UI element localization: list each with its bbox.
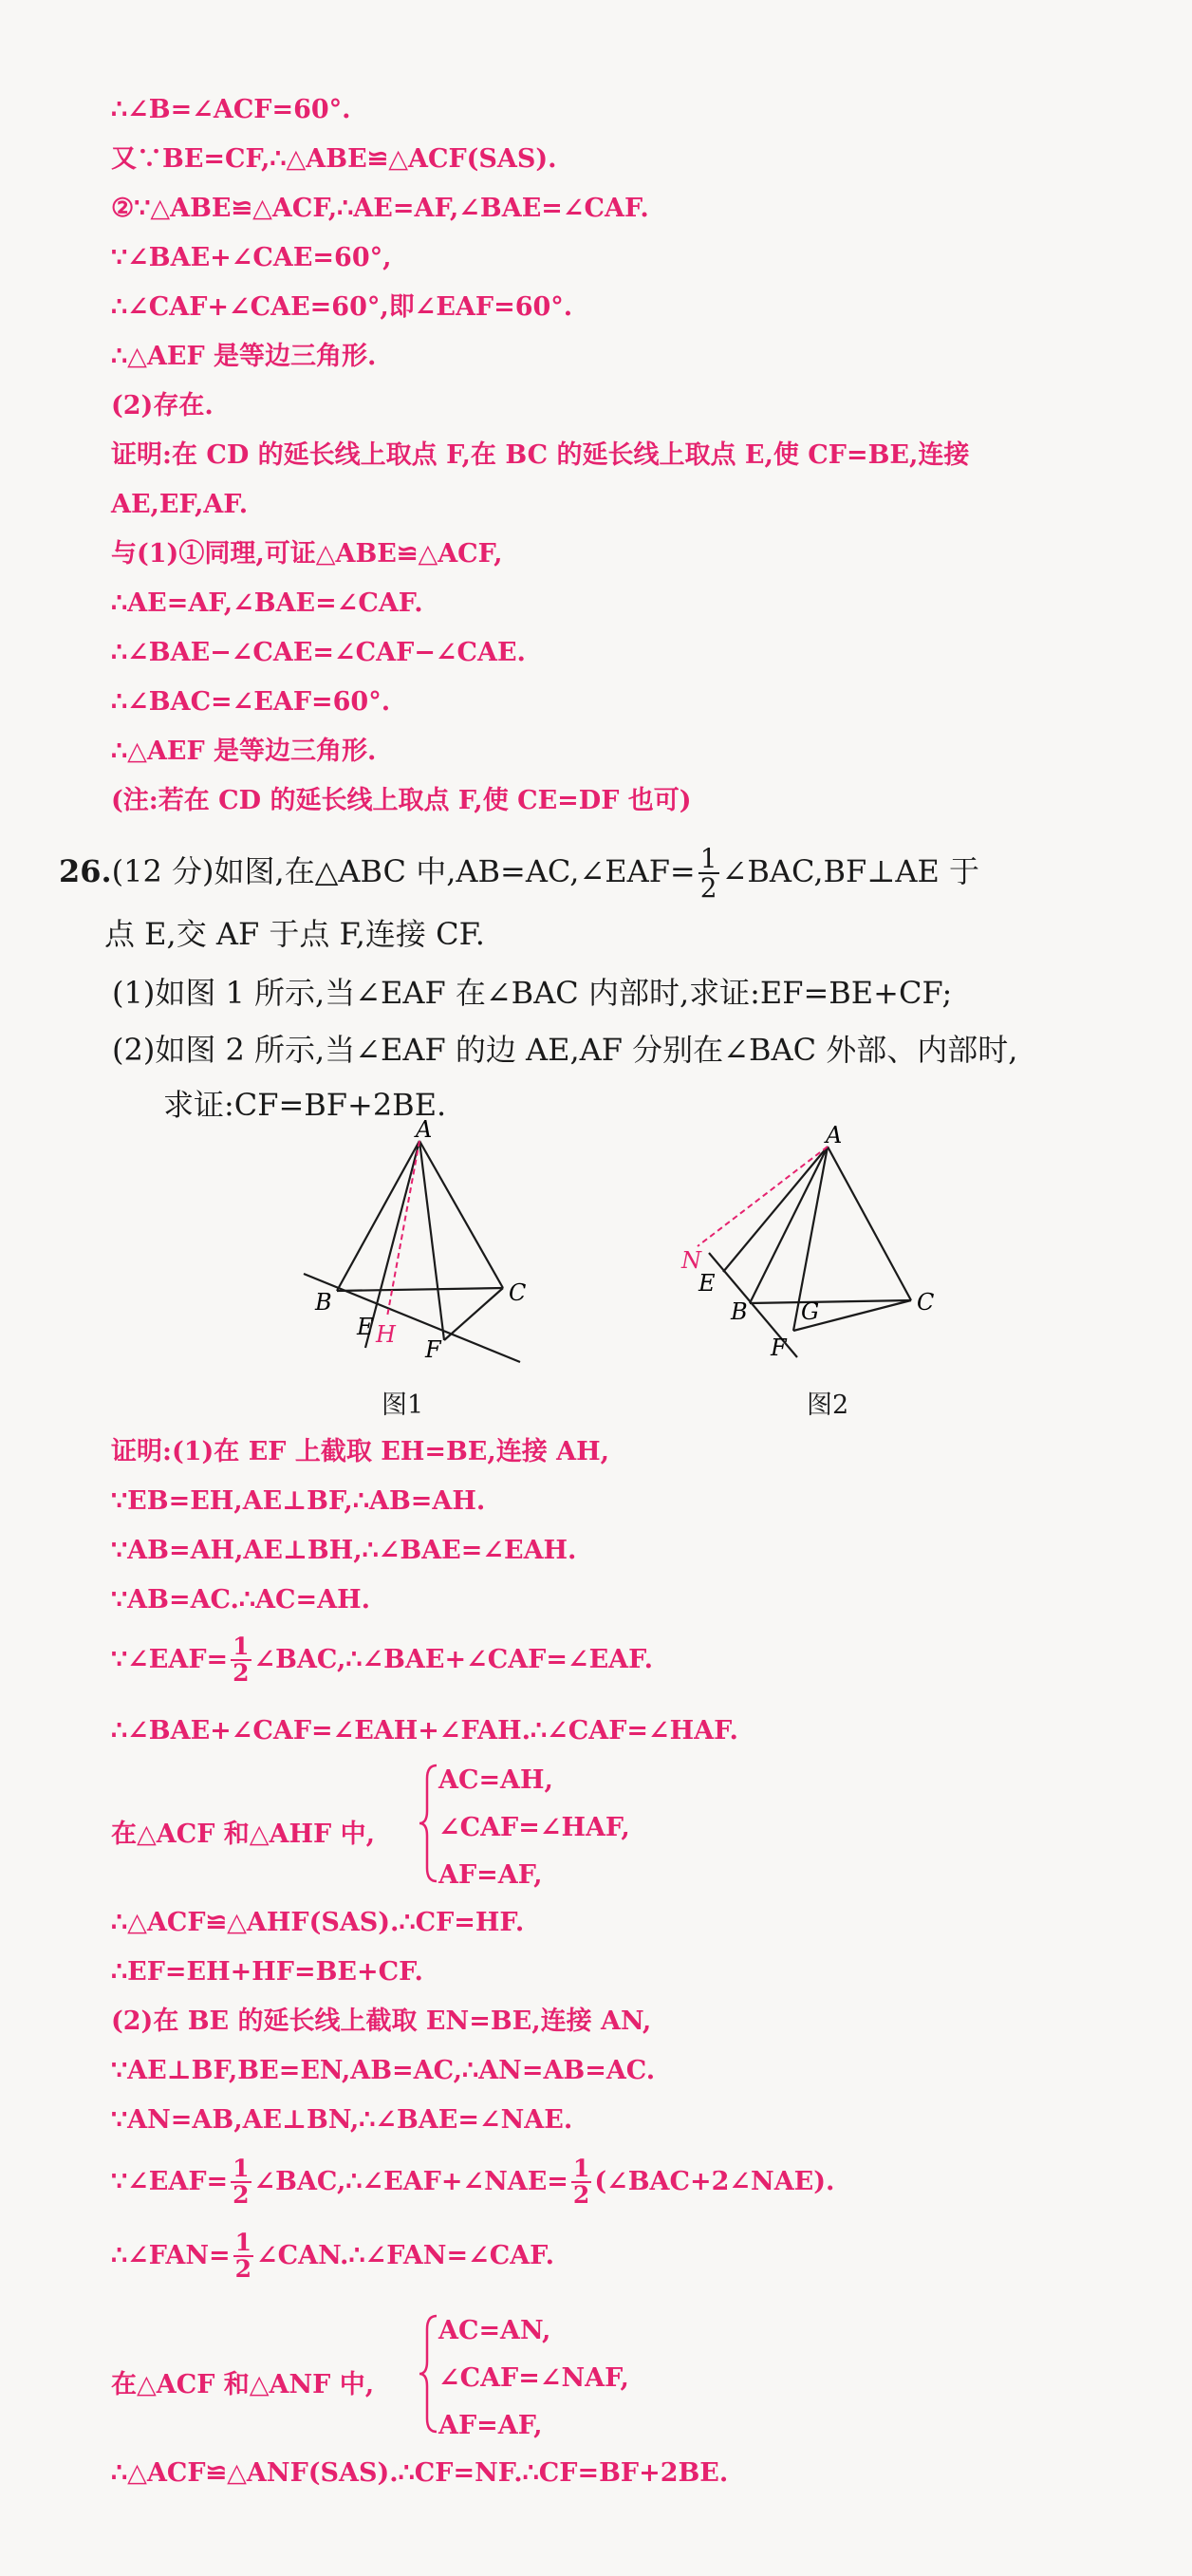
segment-af	[419, 1141, 444, 1340]
question-part1: (1)如图 1 所示,当∠EAF 在∠BAC 内部时,求证:EF=BE+CF;	[112, 975, 953, 1011]
solution-line: (2)存在.	[111, 391, 214, 420]
label-e: E	[357, 1314, 374, 1340]
solution-line: ∴∠B=∠ACF=60°.	[111, 95, 351, 124]
fraction: $\frac{1}{2}$	[572, 2155, 590, 2210]
label-b: B	[315, 1289, 332, 1316]
solution-line: 证明:在 CD 的延长线上取点 F,在 BC 的延长线上取点 E,使 CF=BE,连接	[111, 440, 970, 470]
label-n: N	[681, 1247, 701, 1274]
label-c: C	[509, 1279, 527, 1306]
system-label: 在△ACF 和△AHF 中,	[111, 1820, 375, 1849]
question-stem-cont: 点 E,交 AF 于点 F,连接 CF.	[104, 916, 485, 952]
solution-line: ∴△AEF 是等边三角形.	[111, 737, 377, 766]
system-line: ∠CAF=∠NAF,	[438, 2363, 629, 2393]
figure-2-caption: 图2	[807, 1391, 849, 1420]
question-part2-cont: 求证:CF=BF+2BE.	[163, 1087, 447, 1123]
label-g: G	[801, 1298, 820, 1325]
solution-line: 与(1)①同理,可证△ABE≌△ACF,	[111, 539, 503, 569]
proof-line: ∴△ACF≌△ANF(SAS).∴CF=NF.∴CF=BF+2BE.	[111, 2458, 729, 2488]
brace-icon	[418, 1762, 440, 1885]
proof-line: ∴∠BAE+∠CAF=∠EAH+∠FAH.∴∠CAF=∠HAF.	[111, 1716, 738, 1745]
segment-cf	[444, 1288, 503, 1340]
question-part2: (2)如图 2 所示,当∠EAF 的边 AE,AF 分别在∠BAC 外部、内部时,	[112, 1032, 1018, 1068]
proof-line: ∵EB=EH,AE⊥BF,∴AB=AH.	[111, 1486, 486, 1516]
proof-line: ∴△ACF≌△AHF(SAS).∴CF=HF.	[111, 1908, 525, 1937]
question-number: 26.	[59, 852, 112, 889]
fraction: $\frac{1}{2}$	[233, 1633, 250, 1688]
solution-line: ∴∠CAF+∠CAE=60°,即∠EAF=60°.	[111, 292, 573, 322]
system-line: AF=AF,	[438, 2411, 543, 2440]
label-b: B	[731, 1298, 748, 1325]
solution-line: AE,EF,AF.	[111, 490, 249, 519]
segment-ac	[828, 1147, 911, 1300]
solution-line: ∴△AEF 是等边三角形.	[111, 342, 377, 371]
segment-bf	[304, 1274, 520, 1362]
question-stem: 26.(12 分)如图,在△ABC 中,AB=AC,∠EAF= $\frac{1}{2}$ ∠BAC,BF⊥AE 于	[59, 843, 979, 905]
segment-bc	[337, 1288, 503, 1291]
system-line: AF=AF,	[438, 1860, 543, 1890]
solution-line: ∴AE=AF,∠BAE=∠CAF.	[111, 588, 423, 618]
figure-1-caption: 图1	[382, 1391, 424, 1420]
proof-line: ∴∠FAN= $\frac{1}{2}$ ∠CAN.∴∠FAN=∠CAF.	[111, 2229, 555, 2284]
proof-line: ∵AE⊥BF,BE=EN,AB=AC,∴AN=AB=AC.	[111, 2056, 656, 2085]
brace-icon	[418, 2312, 440, 2436]
question-score: (12 分)	[111, 852, 214, 889]
proof-line: ∵∠EAF= $\frac{1}{2}$ ∠BAC,∴∠BAE+∠CAF=∠EAF.	[111, 1633, 653, 1688]
solution-line: 又∵BE=CF,∴△ABE≌△ACF(SAS).	[111, 144, 557, 174]
fraction: $\frac{1}{2}$	[233, 2155, 250, 2210]
solution-line: ∴∠BAC=∠EAF=60°.	[111, 687, 391, 717]
figure-2	[664, 1120, 949, 1376]
segment-an-dashed	[698, 1147, 828, 1246]
segment-ac	[419, 1141, 503, 1288]
proof-line: (2)在 BE 的延长线上截取 EN=BE,连接 AN,	[111, 2007, 652, 2036]
label-a: A	[826, 1122, 843, 1148]
fraction: $\frac{1}{2}$	[699, 843, 717, 905]
fraction: $\frac{1}{2}$	[234, 2229, 252, 2284]
label-e: E	[698, 1270, 716, 1297]
solution-note: (注:若在 CD 的延长线上取点 F,使 CE=DF 也可)	[111, 786, 692, 815]
solution-line: ∴∠BAE−∠CAE=∠CAF−∠CAE.	[111, 638, 526, 667]
segment-ab	[337, 1141, 419, 1291]
system-line: AC=AH,	[438, 1765, 553, 1795]
proof-line: ∵∠EAF= $\frac{1}{2}$ ∠BAC,∴∠EAF+∠NAE= $\frac{1}{2}$ (∠BAC+2∠NAE).	[111, 2155, 835, 2210]
label-c: C	[917, 1289, 935, 1316]
label-a: A	[416, 1120, 433, 1143]
label-h: H	[376, 1321, 396, 1348]
solution-line: ②∵△ABE≌△ACF,∴AE=AF,∠BAE=∠CAF.	[111, 194, 649, 223]
figure-1	[285, 1120, 541, 1376]
proof-line: ∵AB=AC.∴AC=AH.	[111, 1585, 371, 1615]
proof-line: ∴EF=EH+HF=BE+CF.	[111, 1957, 423, 1987]
system-label: 在△ACF 和△ANF 中,	[111, 2370, 375, 2399]
label-f: F	[425, 1336, 441, 1363]
system-line: AC=AN,	[438, 2316, 551, 2345]
solution-line: ∵∠BAE+∠CAE=60°,	[111, 243, 392, 272]
proof-line: ∵AN=AB,AE⊥BN,∴∠BAE=∠NAE.	[111, 2105, 573, 2135]
proof-line: ∵AB=AH,AE⊥BH,∴∠BAE=∠EAH.	[111, 1536, 577, 1565]
segment-bc	[750, 1300, 911, 1303]
system-line: ∠CAF=∠HAF,	[438, 1813, 630, 1842]
label-f: F	[771, 1335, 787, 1361]
proof-line: 证明:(1)在 EF 上截取 EH=BE,连接 AH,	[111, 1437, 610, 1466]
